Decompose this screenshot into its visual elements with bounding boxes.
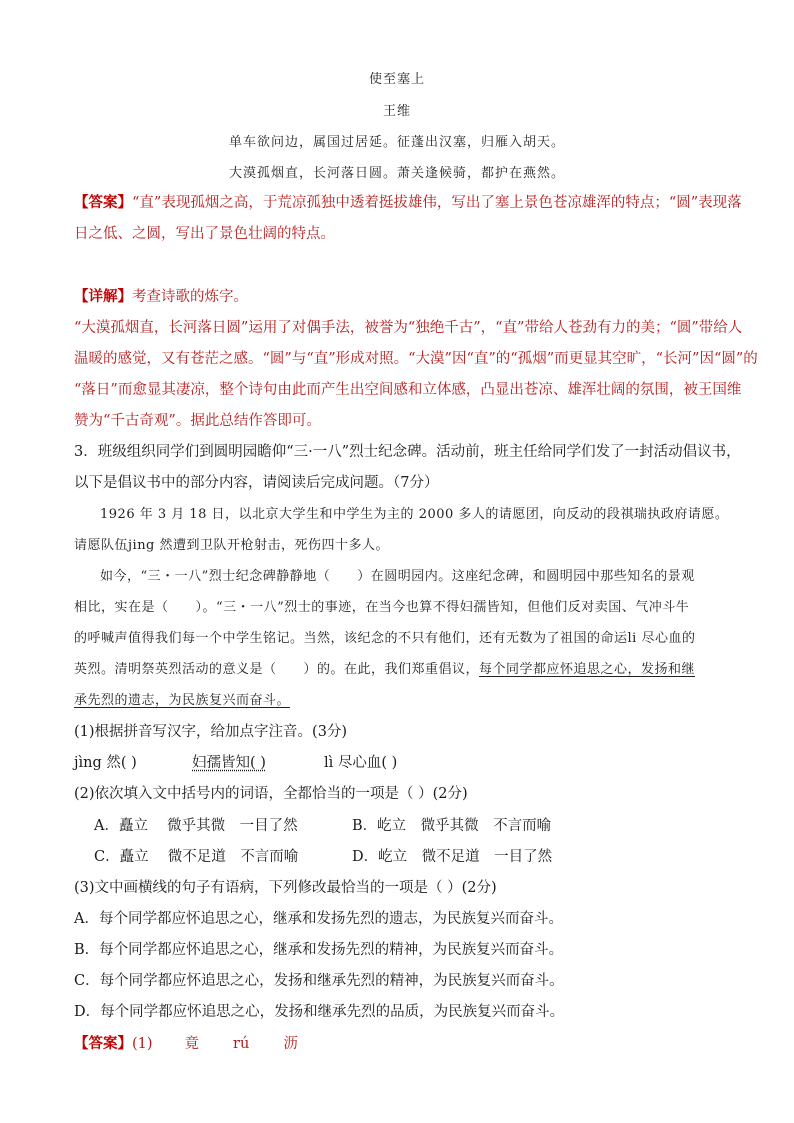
passage-line-3: 如今，“三・一八”烈士纪念碑静静地（ ）在圆明园内。这座纪念碑，和圆明园中那些知名的景观	[100, 569, 695, 584]
sub3-option-d: D．每个同学都应怀追思之心，发扬和继承先烈的品质，为民族复兴而奋斗。	[74, 1004, 565, 1020]
detail-line-1: “大漠孤烟直，长河落日圆”运用了对偶手法，被誉为“独绝千古”，“直”带给人苍劲有力的美；“圆”带给人	[74, 320, 743, 336]
poem-line-1: 单车欲问边，属国过居延。征蓬出汉塞，归雁入胡天。	[228, 135, 565, 150]
question-stem-2: 以下是倡议书中的部分内容，请阅读后完成问题。（7分）	[74, 475, 439, 491]
answer-line-2: 日之低、之圆，写出了景色壮阔的特点。	[74, 226, 335, 242]
underlined-sentence-part-1: 每个同学都应怀追思之心，发扬和继	[479, 662, 696, 677]
passage-line-6-text: 英烈。清明祭英烈活动的意义是（ ）的。在此，我们郑重倡议，	[74, 662, 480, 677]
passage-line-2: 请愿队伍jing 然遭到卫队开枪射击，死伤四十多人。	[74, 538, 390, 553]
poem-author: 王维	[382, 104, 411, 119]
passage-line-1: 1926 年 3 月 18 日，以北京大学生和中学生为主的 2000 多人的请愿团，向反动的段祺瑞执政府请愿。	[100, 507, 729, 522]
subquestion-2: (2)依次填入文中括号内的词语，全都恰当的一项是（ ）(2分)	[74, 786, 468, 802]
subquestion-1: (1)根据拼音写汉字，给加点字注音。(3分)	[74, 724, 348, 740]
underlined-sentence-part-2: 承先烈的遗志，为民族复兴而奋斗。	[74, 693, 291, 708]
q3-answer-line	[74, 1034, 734, 1054]
sub1-item-jing: jìng 然( )	[74, 755, 137, 771]
detail-line-3: “落日”而愈显其凄凉，整个诗句由此而产生出空间感和立体感，凸显出苍凉、雄浑壮阔的氛围，被王国维	[74, 382, 742, 398]
detail-heading	[74, 287, 734, 307]
sub2-option-d: D．屹立 微不足道 一目了然	[352, 849, 553, 865]
q3-answer-index: (1)	[132, 1036, 153, 1052]
subquestion-3: (3)文中画横线的句子有语病，下列修改最恰当的一项是（ ）(2分)	[74, 880, 497, 896]
poem-line-2: 大漠孤烟直，长河落日圆。萧关逢候骑，都护在燕然。	[228, 166, 565, 181]
sub3-option-c: C．每个同学都应怀追思之心，发扬和继承先烈的精神，为民族复兴而奋斗。	[74, 973, 564, 989]
sub2-option-b: B．屹立 微乎其微 不言而喻	[352, 818, 552, 834]
sub1-item-furu	[192, 753, 266, 773]
answer-line-1	[74, 193, 742, 213]
passage-line-6	[74, 660, 734, 680]
q3-answer-ru: rú	[233, 1036, 250, 1052]
detail-intro: 考查诗歌的炼字。	[132, 289, 248, 305]
passage-line-5: 的呼喊声值得我们每一个中学生铭记。当然，该纪念的不只有他们，还有无数为了祖国的命运li 尽心血的	[74, 631, 696, 646]
sub2-option-a: A．矗立 微乎其微 一目了然	[94, 818, 298, 834]
detail-tag: 【详解】	[74, 288, 132, 305]
q3-answer-tag: 【答案】	[74, 1035, 132, 1052]
answer-text: “直”表现孤烟之高，于荒凉孤独中透着挺拔雄伟，写出了塞上景色苍凉雄浑的特点；“圆”表现落	[132, 195, 742, 211]
sub1-item-furu-text: 妇孺皆知( )	[192, 755, 266, 771]
sub3-option-b: B．每个同学都应怀追思之心，继承和发扬先烈的精神，为民族复兴而奋斗。	[74, 942, 564, 958]
detail-line-4: 赞为“千古奇观”。据此总结作答即可。	[74, 413, 321, 429]
sub3-option-a: A．每个同学都应怀追思之心，继承和发扬先烈的遗志，为民族复兴而奋斗。	[74, 911, 563, 927]
sub1-item-li: lì 尽心血( )	[324, 755, 398, 771]
q3-answer-jing: 竟	[184, 1036, 200, 1052]
passage-line-4: 相比，实在是（ ）。“三・一八”烈士的事迹，在当今也算不得妇孺皆知，但他们反对卖国、气冲斗牛	[74, 600, 690, 615]
poem-title: 使至塞上	[368, 72, 425, 87]
question-stem-1: 3．班级组织同学们到圆明园瞻仰“三·一八”烈士纪念碑。活动前，班主任给同学们发了一封活动倡议书，	[74, 444, 741, 460]
detail-line-2: 温暖的感觉，又有苍茫之感。“圆”与“直”形成对照。“大漠”因“直”的“孤烟”而更显其空旷，“长河”因“圆”的	[74, 351, 758, 367]
answer-tag: 【答案】	[74, 194, 132, 211]
sub2-option-c: C．矗立 微不足道 不言而喻	[94, 849, 299, 865]
q3-answer-li: 沥	[283, 1036, 298, 1052]
